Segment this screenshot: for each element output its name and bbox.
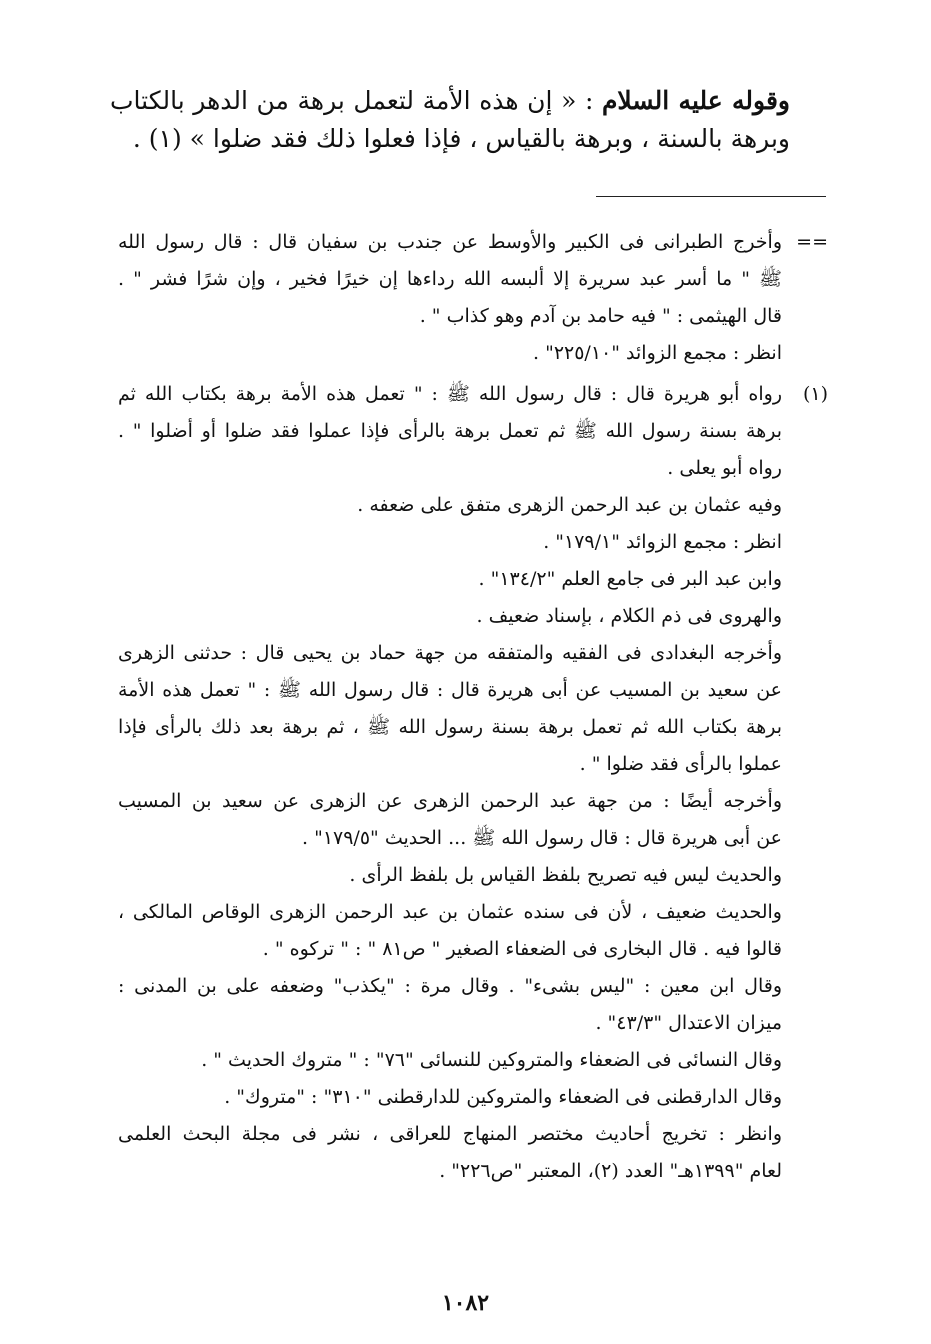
footnote-line: ميزان الاعتدال "٤٣/٣" . bbox=[595, 1012, 782, 1034]
footnote-line: برهة بسنة رسول الله ﷺ ثم تعمل برهة بالرأى فإذا عملوا فقد ضلوا أو أضلوا " . bbox=[118, 420, 782, 442]
footnote-line: رواه أبو هريرة قال : قال رسول الله ﷺ : " تعمل هذه الأمة برهة بكتاب الله ثم bbox=[118, 383, 782, 405]
footnote-line: وفيه عثمان بن عبد الرحمن الزهرى متفق على ضعفه . bbox=[357, 494, 782, 516]
footnote-line: والهروى فى ذم الكلام ، بإسناد ضعيف . bbox=[476, 605, 782, 627]
footnote-line: انظر : مجمع الزوائد "١٧٩/١" . bbox=[543, 531, 782, 553]
footnote-line: وأخرج الطبرانى فى الكبير والأوسط عن جندب بن سفيان قال : قال رسول الله bbox=[118, 231, 782, 253]
footnote-line: وقال ابن معين : "ليس بشىء" . وقال مرة : "يكذب" وضعفه على بن المدنى : bbox=[118, 975, 782, 997]
footnotes-section bbox=[118, 224, 828, 1192]
footnote-line: عملوا بالرأى فقد ضلوا " . bbox=[579, 753, 782, 775]
main-text-paragraph bbox=[110, 82, 790, 158]
footnote-line: برهة بكتاب الله ثم تعمل برهة بسنة رسول الله ﷺ ، ثم برهة بعد ذلك بالرأى فإذا bbox=[118, 716, 782, 738]
footnote-line: وأخرجه أيضًا : من جهة عبد الرحمن الزهرى عن الزهرى عن سعيد بن المسيب bbox=[118, 790, 782, 812]
footnote-line: قال الهيثمى : " فيه حامد بن آدم وهو كذاب " . bbox=[419, 305, 782, 327]
footnote-line: وانظر : تخريج أحاديث مختصر المنهاج للعراقى ، نشر فى مجلة البحث العلمى bbox=[118, 1123, 782, 1145]
footnote-separator bbox=[596, 196, 826, 197]
footnote-line: والحديث ضعيف ، لأن فى سنده عثمان بن عبد الرحمن الزهرى الوقاص المالكى ، bbox=[118, 901, 782, 923]
footnote-1-marker: (١) bbox=[802, 383, 828, 405]
footnote-line: وقال النسائى فى الضعفاء والمتروكين للنسائى "٧٦" : " متروك الحديث " . bbox=[201, 1049, 782, 1071]
main-text-lead: وقوله عليه السلام bbox=[601, 86, 790, 115]
footnote-line: والحديث ليس فيه تصريح بلفظ القياس بل بلفظ الرأى . bbox=[349, 864, 782, 886]
main-text-body: : « إن هذه الأمة لتعمل برهة من الدهر بالكتاب وبرهة بالسنة ، وبرهة بالقياس ، فإذا فعلوا ذلك فقد ضلوا » (١) . bbox=[110, 86, 790, 153]
continued-footnote-marker: == bbox=[796, 231, 828, 253]
footnote-line: وابن عبد البر فى جامع العلم "١٣٤/٢" . bbox=[478, 568, 782, 590]
continued-footnote bbox=[118, 224, 828, 372]
footnote-line: انظر : مجمع الزوائد "٢٢٥/١٠" . bbox=[532, 342, 782, 364]
footnote-line: وأخرجه البغدادى فى الفقيه والمتفقه من جهة حماد بن يحيى قال : حدثنى الزهرى bbox=[118, 642, 782, 664]
footnote-line: قالوا فيه . قال البخارى فى الضعفاء الصغير " ص٨١ " : " تركوه " . bbox=[262, 938, 782, 960]
footnote-1 bbox=[118, 376, 828, 1190]
footnote-line: لعام "١٣٩٩هـ" العدد (٢)، المعتبر "ص٢٢٦" . bbox=[439, 1160, 782, 1182]
footnote-line: عن سعيد بن المسيب عن أبى هريرة قال : قال رسول الله ﷺ : " تعمل هذه الأمة bbox=[118, 679, 782, 701]
footnote-line: وقال الدارقطنى فى الضعفاء والمتروكين للدارقطنى "٣١٠" : "متروك" . bbox=[224, 1086, 782, 1108]
footnote-line: رواه أبو يعلى . bbox=[667, 457, 782, 479]
footnote-line: ﷺ " ما أسر عبد سريرة إلا ألبسه الله رداءها إن خيرًا فخير ، وإن شرًا فشر " . bbox=[118, 268, 782, 290]
page-number: ١٠٨٢ bbox=[441, 1290, 490, 1316]
footnote-line: عن أبى هريرة قال : قال رسول الله ﷺ ... الحديث "١٧٩/٥" . bbox=[301, 827, 782, 849]
